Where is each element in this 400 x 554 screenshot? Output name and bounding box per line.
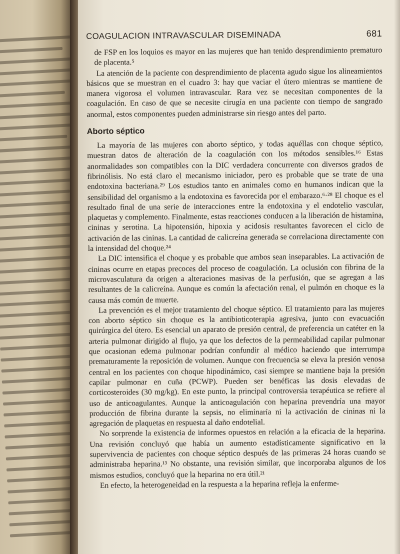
paragraph: La mayoría de las mujeres con aborto séptico, y todas aquéllas con choque séptico, muestran datos de alteración de la coagulación con los métodos sensibles.¹⁶ Estas anormalidades son compatibles con la DIC verdadera concurrente con diversos grados de fibrinólisis. No está claro el mecanismo iniciador, pero es probable que se trate de una endotoxina bacteriana.²⁹ Los estudios tanto en animales como en humanos indican que la sensibilidad del organismo a la endotoxina es favorecida por el embarazo.⁶·²⁸ El choque es el resultado final de una serie de interacciones entre la endotoxina y el endotelio vascular, plaquetas y complemento. Finalmente, estas reacciones conducen a la liberación de histamina, cininas y serotina. La hipotensión, hipoxia y acidosis resultantes favorecen el ciclo de activación de las cininas. La cantidad de calicreína generada se correlaciona directamente con la intensidad del choque.²⁴ [87,138,384,254]
running-header-title: COAGULACION INTRAVASCULAR DISEMINADA [86,29,281,41]
paragraph: En efecto, la heterogeneidad en la respuesta a la heparina refleja la enferme- [99,478,340,490]
page-number: 681 [366,28,383,39]
book-page [78,0,400,554]
paragraph: No sorprende la existencia de informes opuestos en relación a la eficacia de la heparina. Una revisión concluyó que había un aumento estadísticamente significativo en la supervivencia de pacientes con choque séptico después de las primeras 24 horas cuando se administraba heparina.¹³ No obstante, una revisión similar, que incorporaba algunos de los mismos estudios, concluyó que la heparina no era útil.²¹ [89,426,386,480]
page-content [86,28,386,491]
facing-page [0,0,75,554]
paragraph: La atención de la paciente con desprendimiento de placenta agudo sigue los alineamientos básicos que se muestran en el cuadro 3: hay que vaciar el útero mientras se mantiene de manera vigorosa el volumen intravascular. Rara vez se necesitan componentes de la coagulación. En caso de que se necesite cirugía en una paciente con tiempo de sangrado anormal, estos componentes pueden administrarse sin riesgo antes del parto. [86,66,383,119]
section-heading: Aborto séptico [86,126,145,137]
page-edge-shadow [394,0,400,554]
facing-page-text-lines [0,33,75,545]
running-header [86,28,382,41]
paragraph: de FSP en los loquios es mayor en las mujeres que han tenido desprendimiento prematuro de placenta.⁵ [94,45,383,68]
paragraph: La DIC intensifica el choque y es probable que ambos sean inseparables. La activación de cininas ocurre en etapas precoces del proceso de coagulación. La oclusión con fibrina de la microvasculatura da origen a alteraciones masivas de la perfusión, que se agregan a las resultantes de la calicreína. Aunque es común la afectación renal, el pulmón en choque es la causa más común de muerte. [88,251,385,305]
paragraph: La prevención es el mejor tratamiento del choque séptico. El tratamiento para las mujeres con aborto séptico sin choque es la antibioticoterapia agresiva, junto con evacuación quirúrgica del útero. Es esencial un aparato de presión central, de preferencia un catéter en la arteria pulmonar dirigido al flujo, ya que los defectos de la permeabilidad capilar pulmonar que ocasionan edema pulmonar podrían confundir al médico haciendo que interrumpa prematuramente la reposición de volumen. Aunque con frecuencia se eleva la presión venosa central en los pacientes con choque hipodinámico, casi siempre se mantiene baja la presión capilar pulmonar en cuña (PCWP). Pueden ser benéficas las dosis elevadas de corticosteroides (30 mg/kg). En este punto, la principal controversia terapéutica se refiere al uso de anticoagulantes. Aunque la anticoagulación con heparina prevendría una mayor producción de fibrina durante la sepsis, no eliminaría ni la activación de cininas ni la agregación de plaquetas en respuesta al daño endotelial. [88,303,386,429]
